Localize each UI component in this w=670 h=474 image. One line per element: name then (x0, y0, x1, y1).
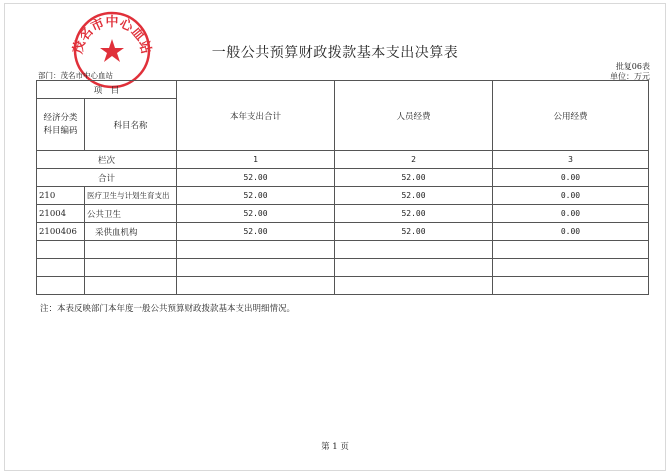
header-public: 公用经费 (493, 81, 649, 151)
row-public: 0.00 (493, 223, 649, 241)
table-row (37, 223, 649, 241)
form-number: 批复06表 (615, 62, 650, 71)
row-public: 0.00 (493, 187, 649, 205)
unit-label: 单位：万元 (610, 72, 650, 81)
header-personnel: 人员经费 (335, 81, 493, 151)
header-item: 项 目 (37, 81, 177, 99)
header-total: 本年支出合计 (177, 81, 335, 151)
total-public: 0.00 (493, 169, 649, 187)
column-index-row (37, 151, 649, 169)
row-total: 52.00 (177, 187, 335, 205)
header-subject-name: 科目名称 (85, 99, 177, 151)
report-title: 一般公共预算财政拨款基本支出决算表 (211, 45, 459, 61)
svg-text:茂名市中心血站: 茂名市中心血站 (70, 15, 154, 56)
empty-row (37, 277, 649, 295)
row-code: 2100406 (37, 223, 85, 241)
col-index-2: 2 (335, 151, 493, 169)
empty-row (37, 241, 649, 259)
total-personnel: 52.00 (335, 169, 493, 187)
row-total: 52.00 (177, 205, 335, 223)
row-personnel: 52.00 (335, 205, 493, 223)
table-row (37, 187, 649, 205)
department-label: 部门：茂名市中心血站 (38, 71, 113, 80)
row-code: 210 (37, 187, 85, 205)
col-index-1: 1 (177, 151, 335, 169)
row-name: 医疗卫生与计划生育支出 (85, 187, 177, 205)
total-sum: 52.00 (177, 169, 335, 187)
row-public: 0.00 (493, 205, 649, 223)
row-code: 21004 (37, 205, 85, 223)
total-row (37, 169, 649, 187)
col-index-3: 3 (493, 151, 649, 169)
empty-row (37, 259, 649, 277)
row-name: 公共卫生 (85, 205, 177, 223)
total-label: 合计 (37, 169, 177, 187)
row-personnel: 52.00 (335, 187, 493, 205)
row-personnel: 52.00 (335, 223, 493, 241)
table-row (37, 205, 649, 223)
header-econ-code: 经济分类 科目编码 (37, 99, 85, 151)
header-row-item (37, 81, 649, 99)
table-note: 注：本表反映部门本年度一般公共预算财政拨款基本支出明细情况。 (40, 304, 296, 314)
col-index-label: 栏次 (37, 151, 177, 169)
row-name: 采供血机构 (85, 223, 177, 241)
page-number: 第 1 页 (321, 442, 349, 452)
expenditure-table (36, 80, 649, 295)
row-total: 52.00 (177, 223, 335, 241)
